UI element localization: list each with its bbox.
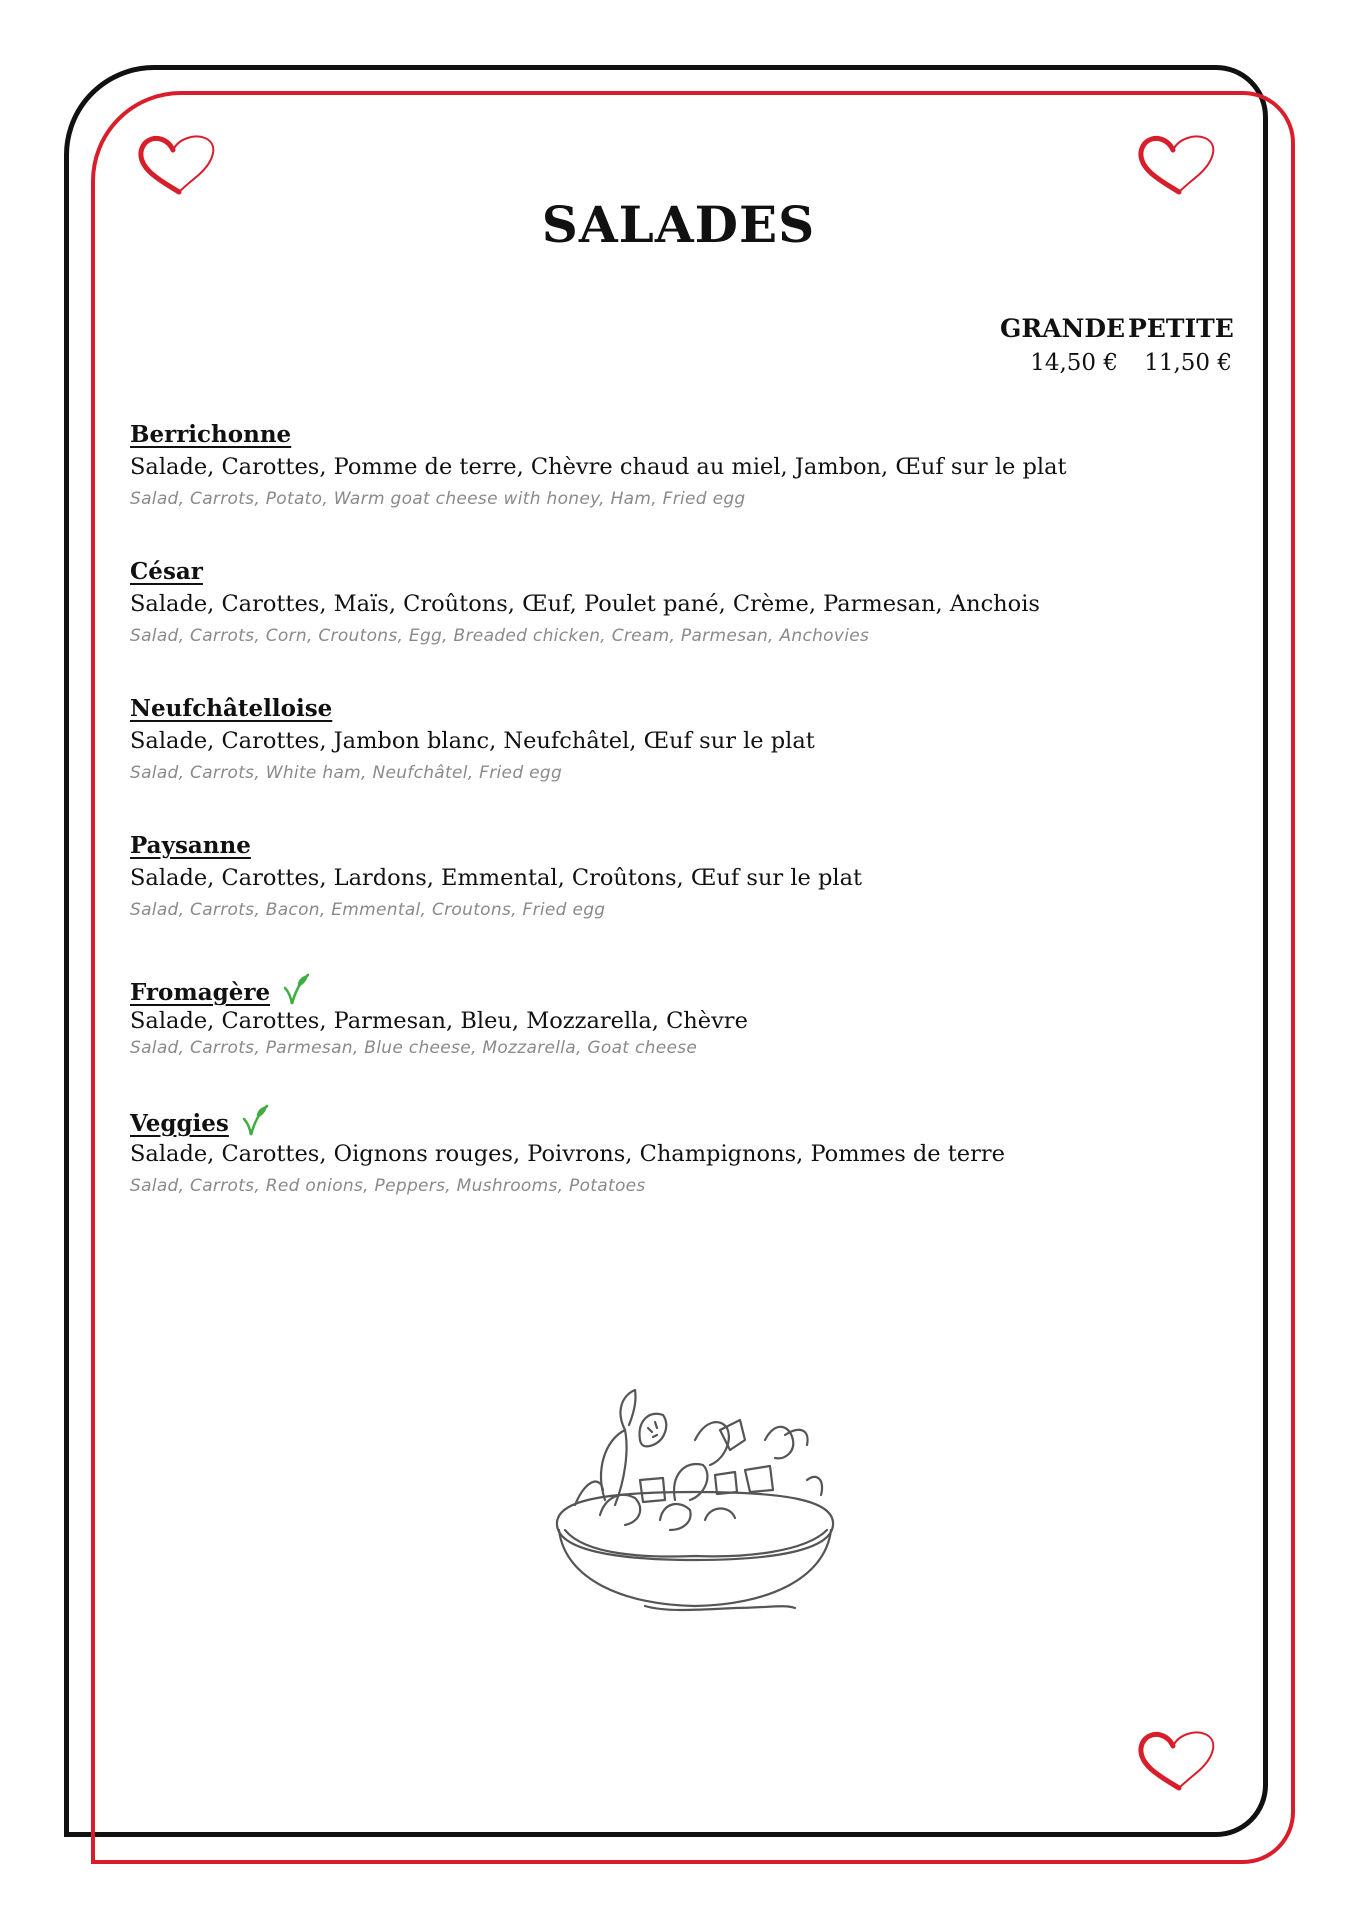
salad-ingredients-fr: Salade, Carottes, Parmesan, Bleu, Mozzarella, Chèvre <box>130 1008 748 1034</box>
list-item-berrichonne <box>130 421 1067 509</box>
list-item-veggies <box>130 1103 1005 1196</box>
salad-name: Berrichonne <box>130 421 292 448</box>
leaf-check-icon <box>240 1103 270 1137</box>
size-label-grande: GRANDE <box>1000 314 1126 343</box>
salad-ingredients-fr: Salade, Carottes, Jambon blanc, Neufchâtel, Œuf sur le plat <box>130 728 815 754</box>
heart-icon <box>133 130 223 200</box>
list-item-paysanne <box>130 832 862 920</box>
salad-ingredients-en: Salad, Carrots, Red onions, Peppers, Mushrooms, Potatoes <box>130 1176 646 1196</box>
salad-ingredients-en: Salad, Carrots, White ham, Neufchâtel, Fried egg <box>130 763 563 783</box>
salad-ingredients-en: Salad, Carrots, Potato, Warm goat cheese with honey, Ham, Fried egg <box>130 489 746 509</box>
price-grande: 14,50 € <box>1030 350 1118 376</box>
salad-ingredients-en: Salad, Carrots, Bacon, Emmental, Croutons, Fried egg <box>130 900 606 920</box>
leaf-check-icon <box>281 972 311 1006</box>
salad-ingredients-fr: Salade, Carottes, Pomme de terre, Chèvre chaud au miel, Jambon, Œuf sur le plat <box>130 454 1067 480</box>
salad-name: Veggies <box>130 1110 229 1137</box>
list-item-fromagere <box>130 972 748 1058</box>
list-item-cesar <box>130 558 1040 646</box>
salad-ingredients-en: Salad, Carrots, Corn, Croutons, Egg, Breaded chicken, Cream, Parmesan, Anchovies <box>130 626 870 646</box>
salad-ingredients-fr: Salade, Carottes, Maïs, Croûtons, Œuf, Poulet pané, Crème, Parmesan, Anchois <box>130 591 1040 617</box>
salad-name: Fromagère <box>130 979 271 1006</box>
salad-name: Paysanne <box>130 832 251 859</box>
size-label-petite: PETITE <box>1128 314 1234 343</box>
salad-bowl-icon <box>545 1380 845 1620</box>
salad-ingredients-fr: Salade, Carottes, Oignons rouges, Poivrons, Champignons, Pommes de terre <box>130 1141 1005 1167</box>
list-item-neufchatelloise <box>130 695 815 783</box>
salad-ingredients-en: Salad, Carrots, Parmesan, Blue cheese, Mozzarella, Goat cheese <box>130 1038 698 1058</box>
salad-name: Neufchâtelloise <box>130 695 333 722</box>
price-petite: 11,50 € <box>1144 350 1232 376</box>
heart-icon <box>1133 130 1223 200</box>
salad-name: César <box>130 558 203 585</box>
heart-icon <box>1133 1726 1223 1796</box>
salad-ingredients-fr: Salade, Carottes, Lardons, Emmental, Croûtons, Œuf sur le plat <box>130 865 863 891</box>
page-title: SALADES <box>541 195 816 254</box>
